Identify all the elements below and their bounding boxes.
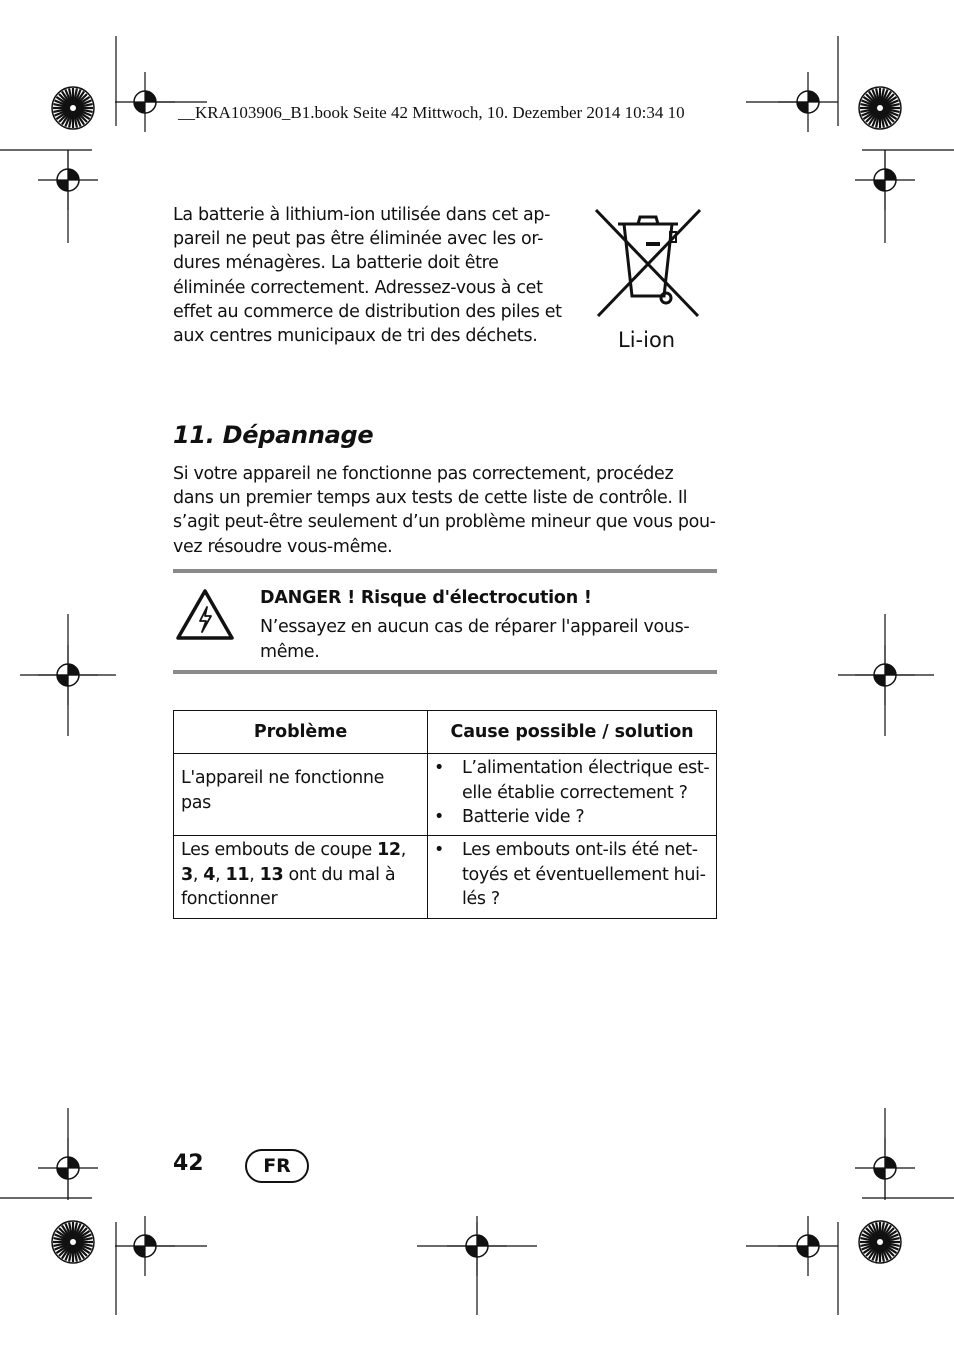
solution-line: lés ? — [462, 889, 500, 909]
list-item — [434, 838, 712, 912]
bullet: • — [434, 807, 444, 827]
part-ref-3: 3 — [181, 864, 193, 885]
table-row — [174, 754, 717, 836]
li-ion-label: Li-ion — [618, 328, 676, 352]
disposal-line: pareil ne peut pas être éliminée avec les or- — [173, 229, 544, 250]
part-ref-12: 12 — [377, 840, 401, 860]
bullet: • — [434, 840, 444, 860]
solution-line: Les embouts ont-ils été net- — [462, 840, 698, 860]
solution-line: toyés et éventuellement hui- — [462, 864, 706, 885]
section-intro-paragraph — [173, 462, 721, 559]
problem-cell: Les embouts de coupe 12, 3, 4, 11, 13 ont du mal à fonctionner — [174, 836, 428, 919]
paragraph-line: dans un premier temps aux tests de cette liste de contrôle. Il — [173, 488, 688, 509]
print-header: __KRA103906_B1.book Seite 42 Mittwoch, 10. Dezember 2014 10:34 10 — [178, 103, 685, 122]
table-row — [174, 836, 717, 919]
paragraph-line: s’agit peut-être seulement d’un problème mineur que vous pou- — [173, 512, 716, 533]
solution-cell — [428, 836, 717, 919]
part-ref-11: 11 — [225, 864, 250, 885]
solution-cell — [428, 754, 717, 836]
warning-title: DANGER ! Risque d'électrocution ! — [260, 588, 592, 608]
page-number: 42 — [173, 1151, 204, 1176]
disposal-line: effet au commerce de distribution des piles et — [173, 301, 562, 322]
warning-text — [260, 615, 720, 665]
crossed-out-bin-icon — [592, 206, 704, 322]
paragraph-line: vez résoudre vous-même. — [173, 536, 393, 557]
disposal-line: La batterie à lithium-ion utilisée dans cet ap- — [173, 205, 551, 225]
troubleshooting-table — [173, 710, 717, 919]
disposal-paragraph — [173, 203, 565, 348]
problem-line: L'appareil ne fonctionne — [181, 768, 385, 788]
solution-line: L’alimentation électrique est- — [462, 758, 710, 778]
disposal-line: aux centres municipaux de tri des déchets. — [173, 326, 538, 347]
part-ref-13: 13 — [259, 864, 284, 885]
section-title: 11. Dépannage — [173, 421, 374, 449]
solution-line: Batterie vide ? — [462, 807, 585, 827]
disposal-line: dures ménagères. La batterie doit être — [173, 253, 499, 274]
language-badge: FR — [245, 1149, 309, 1183]
electric-hazard-icon — [174, 587, 236, 643]
problem-line: fonctionner — [181, 889, 278, 909]
warning-line: même. — [260, 642, 320, 662]
bullet: • — [434, 758, 444, 778]
table-header-row — [174, 711, 717, 754]
part-ref-4: 4 — [203, 864, 216, 885]
list-item — [434, 756, 712, 805]
problem-line: pas — [181, 792, 211, 813]
list-item — [434, 805, 712, 830]
column-header-problem: Problème — [174, 711, 428, 754]
column-header-solution: Cause possible / solution — [428, 711, 717, 754]
paragraph-line: Si votre appareil ne fonctionne pas correctement, procédez — [173, 464, 674, 484]
problem-cell — [174, 754, 428, 836]
disposal-line: éliminée correctement. Adressez-vous à cet — [173, 277, 543, 298]
solution-line: elle établie correctement ? — [462, 782, 688, 803]
warning-line: N’essayez en aucun cas de réparer l'appareil vous- — [260, 617, 690, 637]
